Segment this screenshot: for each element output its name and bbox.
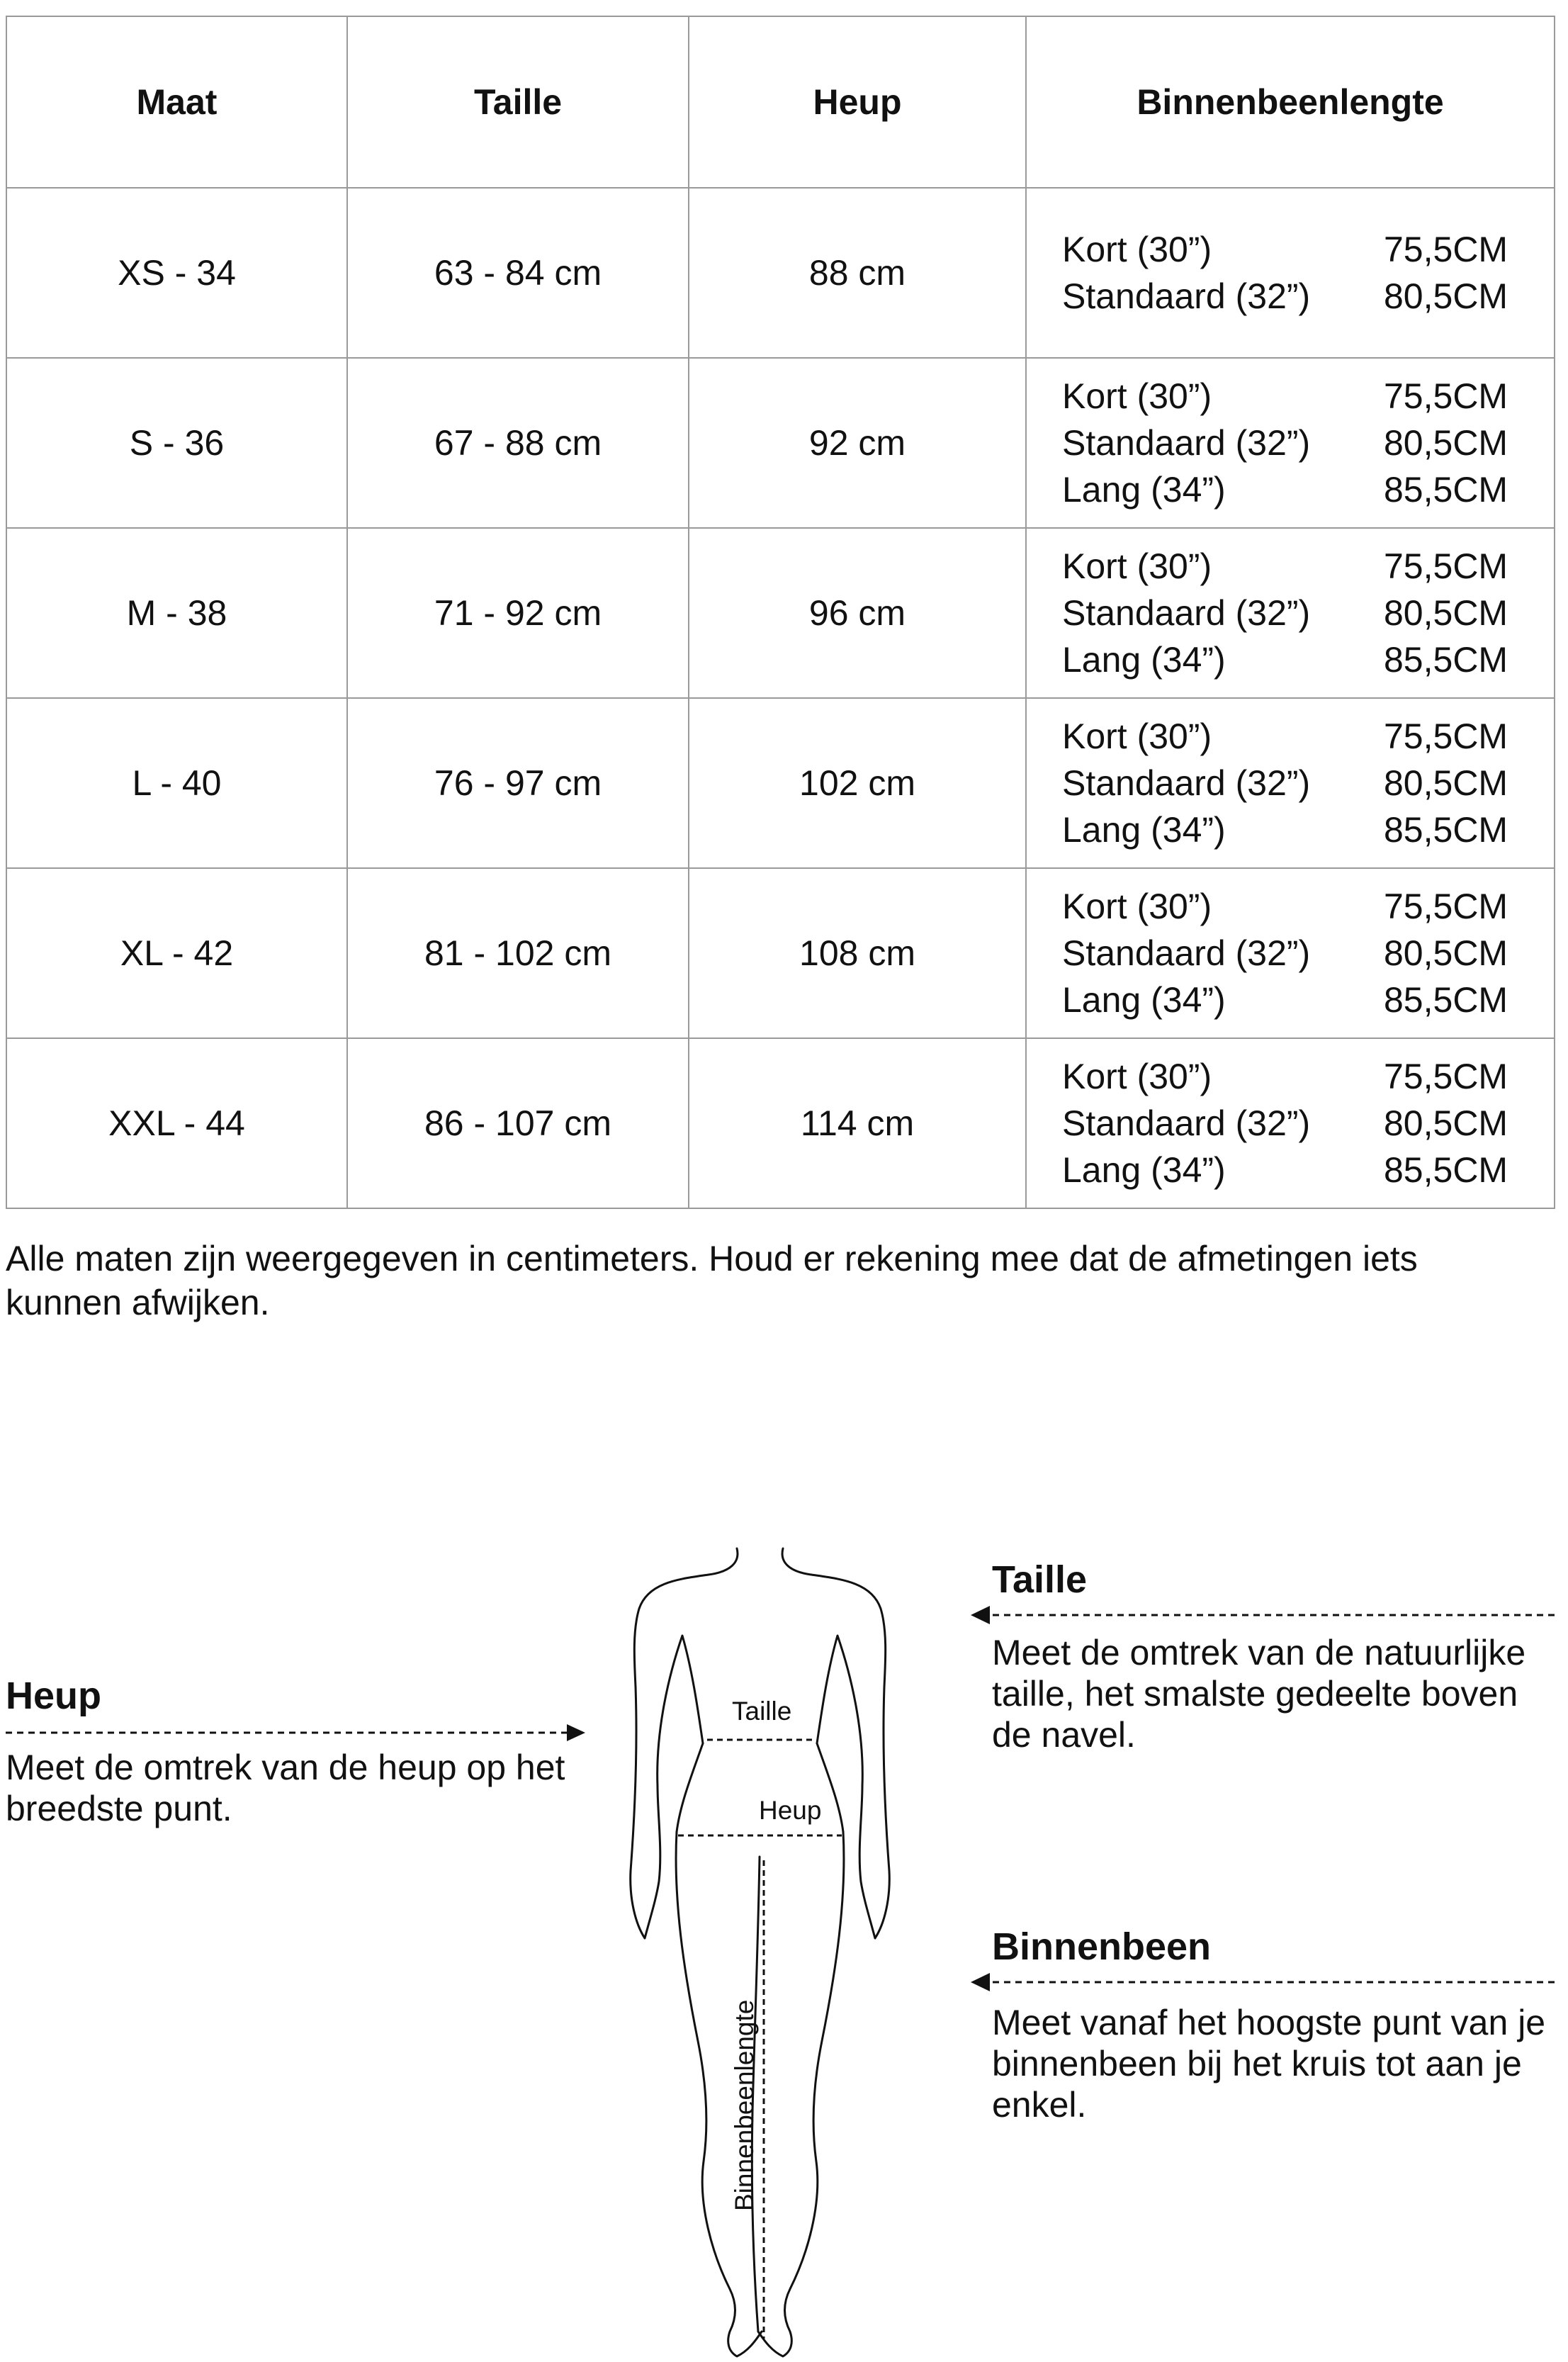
header-inseam: Binnenbeenlengte bbox=[1026, 16, 1555, 188]
waist-guide-title: Taille bbox=[992, 1558, 1088, 1601]
cell-hip: 108 cm bbox=[689, 868, 1026, 1038]
size-note: Alle maten zijn weergegeven in centimeters. Houd er rekening mee dat de afmetingen iets kunnen afwijken. bbox=[6, 1239, 1418, 1322]
inseam-option-label: Standaard (32”) bbox=[1062, 593, 1311, 633]
inseam-option-value: 75,5CM bbox=[1384, 230, 1508, 269]
figure-label-waist: Taille bbox=[732, 1697, 792, 1726]
inseam-option-label: Standaard (32”) bbox=[1062, 423, 1311, 463]
cell-waist: 71 - 92 cm bbox=[347, 528, 689, 698]
cell-hip: 114 cm bbox=[689, 1038, 1026, 1208]
cell-hip: 92 cm bbox=[689, 358, 1026, 528]
inseam-option-value: 80,5CM bbox=[1384, 593, 1508, 633]
inseam-option-label: Lang (34”) bbox=[1062, 640, 1226, 680]
inseam-pointer-arrow bbox=[971, 1973, 990, 1991]
inseam-option-value: 85,5CM bbox=[1384, 1150, 1508, 1190]
inseam-option-value: 75,5CM bbox=[1384, 1057, 1508, 1096]
cell-hip: 102 cm bbox=[689, 698, 1026, 868]
inseam-option-value: 80,5CM bbox=[1384, 1103, 1508, 1143]
inseam-option-value: 80,5CM bbox=[1384, 423, 1508, 463]
inseam-option-value: 80,5CM bbox=[1384, 933, 1508, 973]
header-size: Maat bbox=[6, 16, 347, 188]
inseam-option-value: 80,5CM bbox=[1384, 276, 1508, 316]
inseam-option-value: 85,5CM bbox=[1384, 470, 1508, 510]
inseam-option-value: 75,5CM bbox=[1384, 716, 1508, 756]
cell-waist: 76 - 97 cm bbox=[347, 698, 689, 868]
figure-label-hip: Heup bbox=[759, 1796, 822, 1825]
inseam-guide-text: Meet vanaf het hoogste punt van je binnenbeen bij het kruis tot aan je enkel. bbox=[992, 2003, 1546, 2125]
inseam-option-label: Standaard (32”) bbox=[1062, 276, 1311, 316]
cell-waist: 63 - 84 cm bbox=[347, 188, 689, 358]
inseam-option-label: Standaard (32”) bbox=[1062, 933, 1311, 973]
cell-waist: 81 - 102 cm bbox=[347, 868, 689, 1038]
cell-size: S - 36 bbox=[6, 358, 347, 528]
cell-size: XS - 34 bbox=[6, 188, 347, 358]
inseam-option-label: Lang (34”) bbox=[1062, 470, 1226, 510]
body-outline bbox=[631, 1548, 890, 2356]
cell-size: L - 40 bbox=[6, 698, 347, 868]
hip-pointer-arrow bbox=[567, 1724, 585, 1741]
header-hip: Heup bbox=[689, 16, 1026, 188]
inseam-option-value: 85,5CM bbox=[1384, 810, 1508, 850]
inseam-option-value: 80,5CM bbox=[1384, 763, 1508, 803]
inseam-option-value: 75,5CM bbox=[1384, 887, 1508, 926]
inseam-option-value: 75,5CM bbox=[1384, 546, 1508, 586]
waist-pointer-arrow bbox=[971, 1606, 990, 1624]
inseam-option-label: Standaard (32”) bbox=[1062, 1103, 1311, 1143]
figure-label-inseam: Binnenbeenlengte bbox=[730, 1999, 759, 2211]
inseam-option-label: Standaard (32”) bbox=[1062, 763, 1311, 803]
inseam-option-label: Lang (34”) bbox=[1062, 810, 1226, 850]
cell-size: XXL - 44 bbox=[6, 1038, 347, 1208]
cell-hip: 88 cm bbox=[689, 188, 1026, 358]
inseam-option-label: Kort (30”) bbox=[1062, 376, 1212, 416]
inseam-option-label: Lang (34”) bbox=[1062, 980, 1226, 1020]
hip-guide-text: Meet de omtrek van de heup op het breedste punt. bbox=[6, 1748, 565, 1828]
cell-waist: 86 - 107 cm bbox=[347, 1038, 689, 1208]
inseam-option-value: 85,5CM bbox=[1384, 640, 1508, 680]
inseam-option-value: 75,5CM bbox=[1384, 376, 1508, 416]
inseam-option-label: Kort (30”) bbox=[1062, 887, 1212, 926]
inseam-option-value: 85,5CM bbox=[1384, 980, 1508, 1020]
inseam-option-label: Lang (34”) bbox=[1062, 1150, 1226, 1190]
inseam-option-label: Kort (30”) bbox=[1062, 1057, 1212, 1096]
hip-guide-title: Heup bbox=[6, 1675, 101, 1717]
cell-size: XL - 42 bbox=[6, 868, 347, 1038]
inseam-option-label: Kort (30”) bbox=[1062, 230, 1212, 269]
cell-hip: 96 cm bbox=[689, 528, 1026, 698]
inseam-option-label: Kort (30”) bbox=[1062, 546, 1212, 586]
header-waist: Taille bbox=[347, 16, 689, 188]
inseam-option-label: Kort (30”) bbox=[1062, 716, 1212, 756]
waist-guide-text: Meet de omtrek van de natuurlijke taille, het smalste gedeelte boven de navel. bbox=[992, 1633, 1526, 1755]
cell-waist: 67 - 88 cm bbox=[347, 358, 689, 528]
cell-size: M - 38 bbox=[6, 528, 347, 698]
inseam-guide-title: Binnenbeen bbox=[992, 1925, 1212, 1968]
